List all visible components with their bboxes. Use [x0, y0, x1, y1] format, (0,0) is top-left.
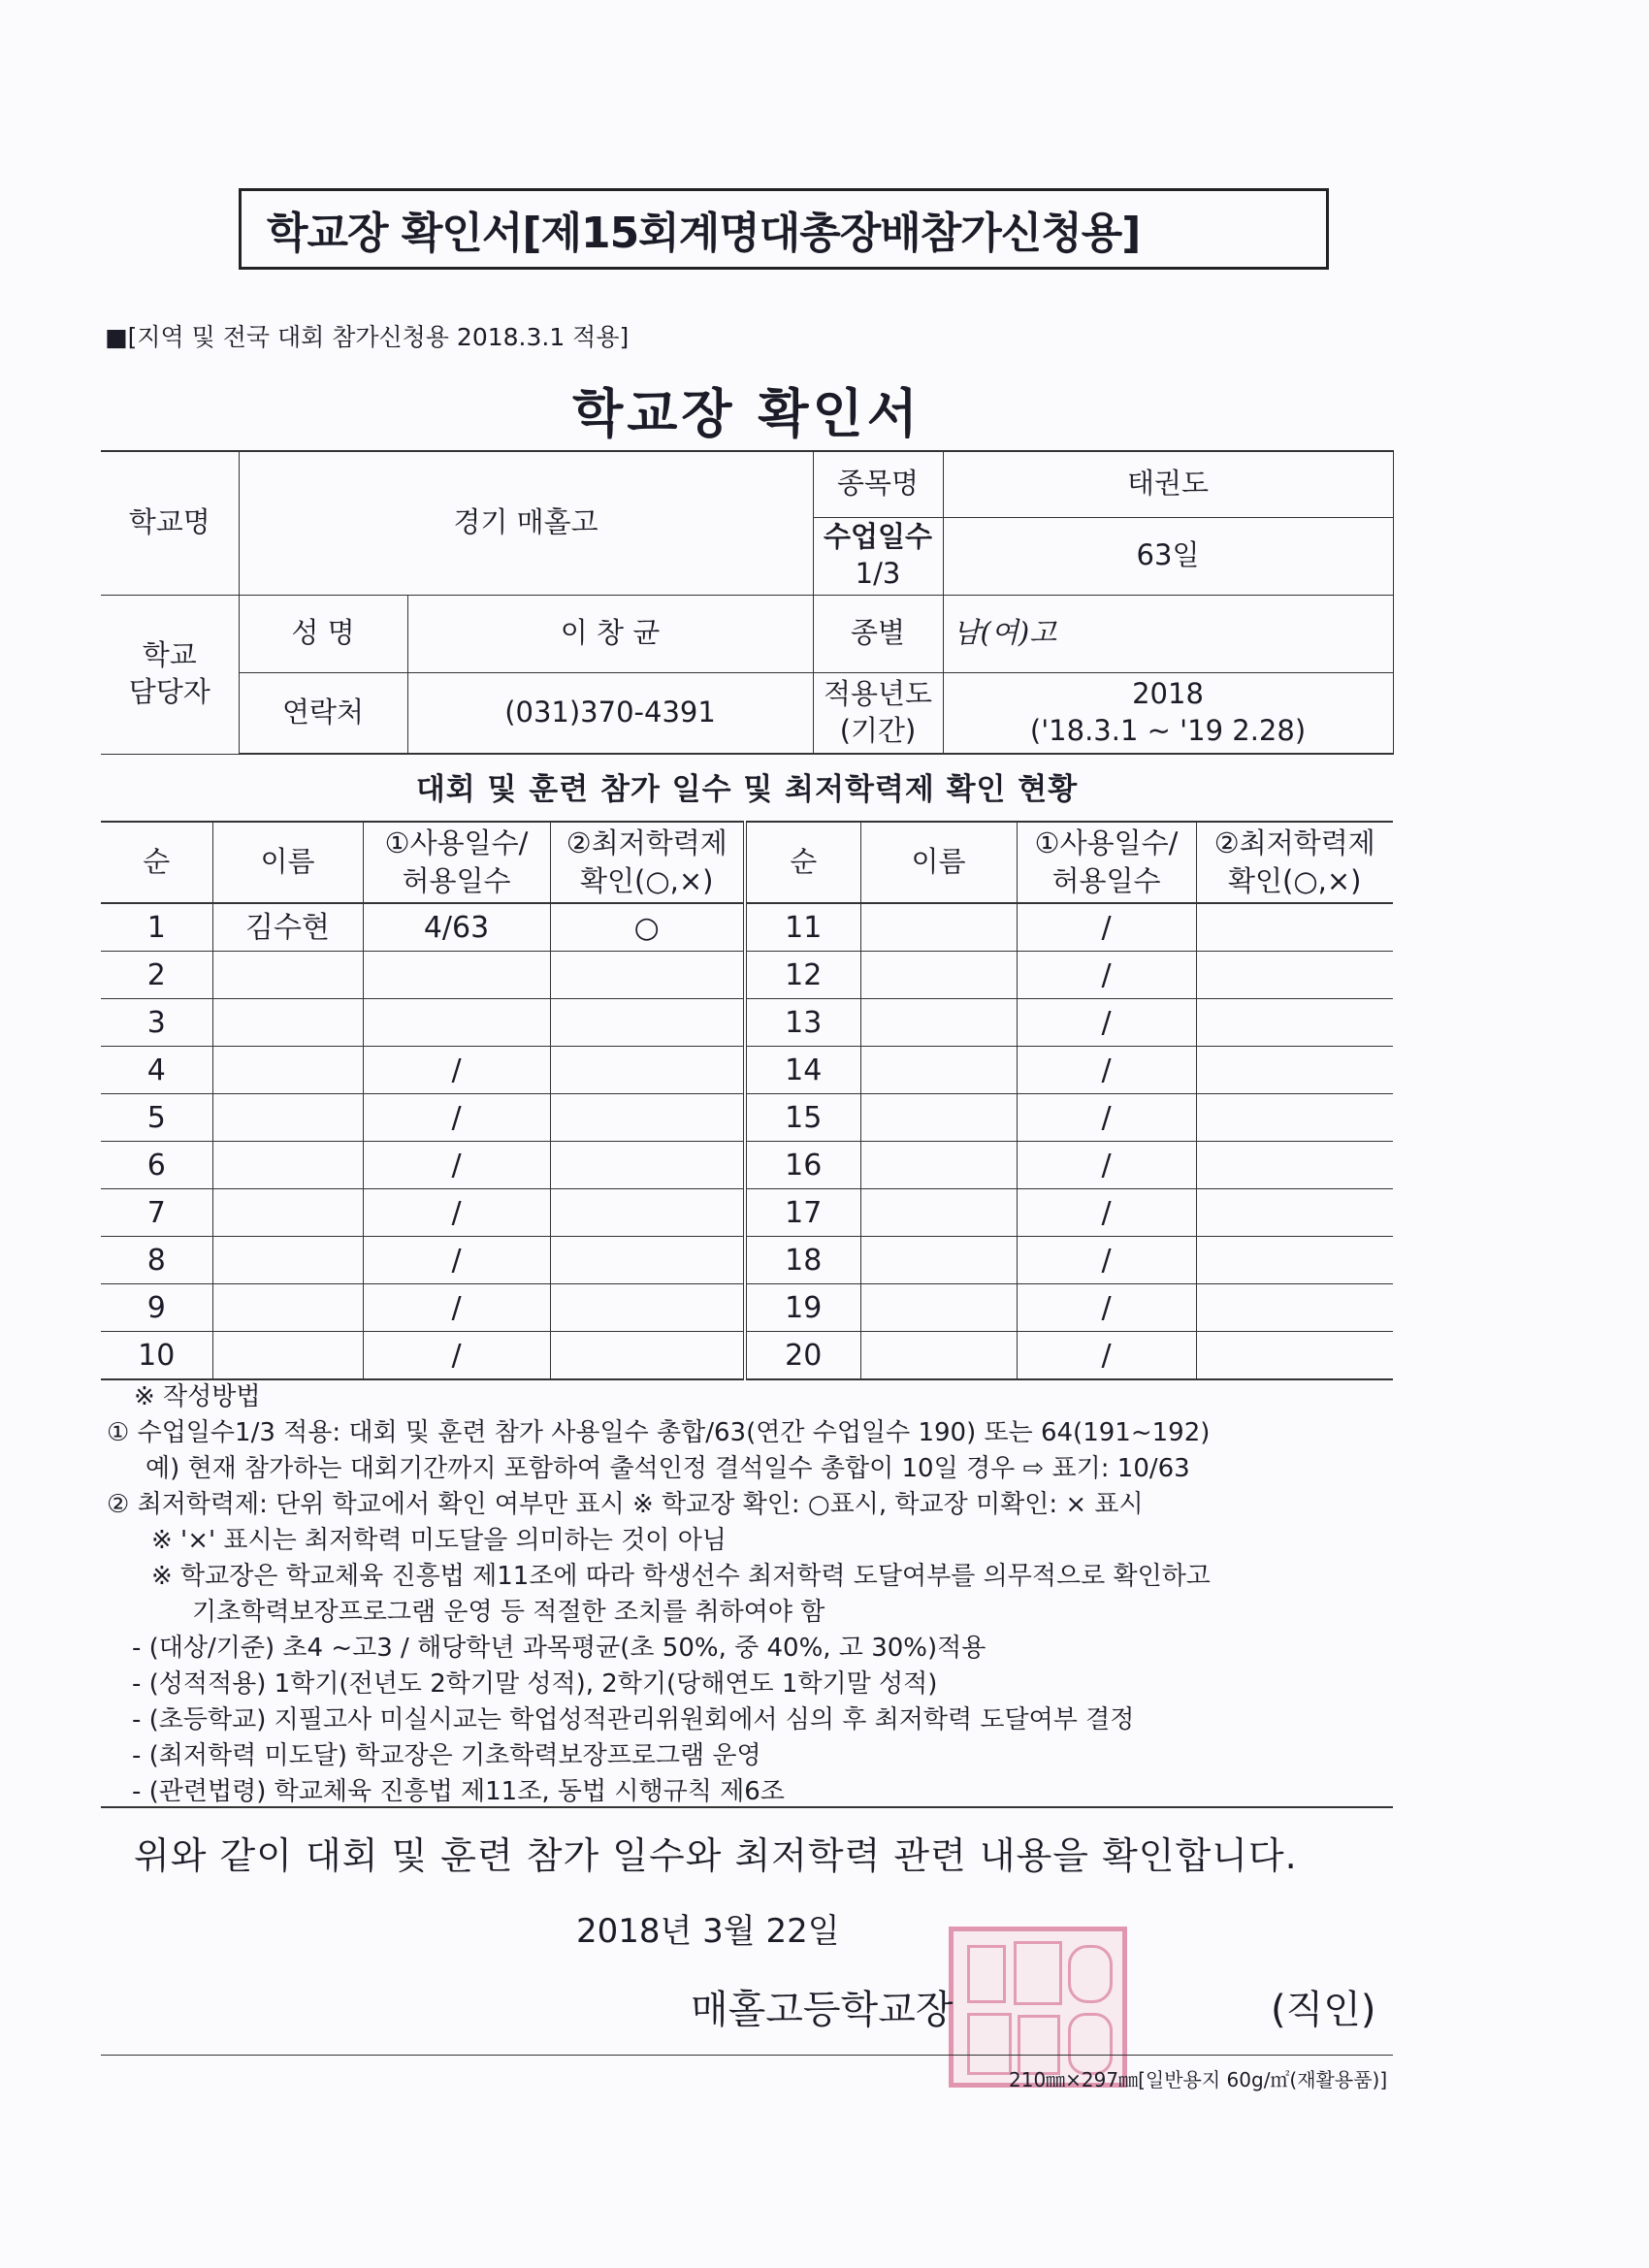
row-name: [212, 1142, 363, 1189]
instructions-heading: ※ 작성방법: [134, 1382, 261, 1411]
participation-row: [101, 999, 1393, 1047]
year-value-cell: [943, 672, 1393, 754]
row-check-right: [1196, 952, 1393, 999]
row-name-right: [860, 999, 1017, 1047]
row-check-right: [1196, 903, 1393, 952]
instructions: [107, 1379, 1406, 1810]
instruction-line: 예) 현재 참가하는 대회기간까지 포함하여 출석인정 결석일수 총합이 10일 경우 ⇨ 표기: 10/63: [146, 1454, 1190, 1483]
row-check: ○: [550, 903, 745, 952]
instruction-line: 기초학력보장프로그램 운영 등 적절한 조치를 취하여야 함: [192, 1598, 825, 1627]
year-label-line2: (기간): [839, 713, 917, 747]
row-days: 4/63: [363, 903, 550, 952]
school-value: 경기 매홀고: [239, 451, 813, 595]
contact-value: (031)370-4391: [407, 672, 813, 754]
header-days-right: [1017, 822, 1196, 903]
row-name: [212, 952, 363, 999]
instruction-line: ※ '×' 표시는 최저학력 미도달을 의미하는 것이 아님: [151, 1526, 727, 1555]
header-check: [550, 822, 745, 903]
header-days-line2: 허용일수: [402, 864, 511, 897]
row-check-right: [1196, 1189, 1393, 1237]
row-seq: 7: [101, 1189, 212, 1237]
row-days-right: /: [1017, 903, 1196, 952]
participation-section-title: 대회 및 훈련 참가 일수 및 최저학력제 확인 현황: [415, 772, 1079, 807]
header-seq: 순: [101, 822, 212, 903]
row-check: [550, 999, 745, 1047]
row-name-right: [860, 1189, 1017, 1237]
row-name-right: [860, 1284, 1017, 1332]
row-days: /: [363, 1332, 550, 1380]
row-check: [550, 1237, 745, 1284]
school-days-value: 63일: [943, 517, 1393, 595]
participation-table: [101, 821, 1393, 1380]
school-days-label: [813, 517, 943, 595]
header-check-right-line2: 확인(○,×): [1228, 864, 1362, 897]
school-label: 학교명: [101, 451, 239, 595]
footer-rule: [101, 2055, 1393, 2056]
participation-row: [101, 903, 1393, 952]
row-seq: 6: [101, 1142, 212, 1189]
row-seq-right: 17: [745, 1189, 860, 1237]
row-seq-right: 16: [745, 1142, 860, 1189]
year-label: [813, 672, 943, 754]
row-seq-right: 20: [745, 1332, 860, 1380]
row-name: [212, 1332, 363, 1380]
row-days-right: /: [1017, 1189, 1196, 1237]
name-label: 성 명: [239, 595, 407, 672]
participation-row: [101, 1047, 1393, 1094]
name-value: 이 창 균: [407, 595, 813, 672]
row-name-right: [860, 952, 1017, 999]
instruction-line: ※ 학교장은 학교체육 진흥법 제11조에 따라 학생선수 최저학력 도달여부를 의무적으로 확인하고: [151, 1562, 1211, 1591]
row-days-right: /: [1017, 1332, 1196, 1380]
participation-row: [101, 1142, 1393, 1189]
row-days: /: [363, 1094, 550, 1142]
instruction-line: - (대상/기준) 초4 ~고3 / 해당학년 과목평균(초 50%, 중 40%, 고 30%)적용: [132, 1634, 986, 1663]
row-seq-right: 11: [745, 903, 860, 952]
row-days-right: /: [1017, 1284, 1196, 1332]
row-check-right: [1196, 999, 1393, 1047]
year-value: 2018: [1132, 677, 1204, 711]
confirmation-statement: 위와 같이 대회 및 훈련 참가 일수와 최저학력 관련 내용을 확인합니다.: [134, 1834, 1298, 1877]
document-title-box: [239, 188, 1329, 270]
type-value: 남(여)고: [943, 595, 1393, 672]
row-seq-right: 19: [745, 1284, 860, 1332]
row-check-right: [1196, 1237, 1393, 1284]
seal-label: (직인): [1271, 1988, 1376, 2032]
participation-row: [101, 952, 1393, 999]
seal-glyph: [1068, 1945, 1113, 2003]
application-note: ■[지역 및 전국 대회 참가신청용 2018.3.1 적용]: [105, 323, 630, 351]
row-check-right: [1196, 1047, 1393, 1094]
participation-header-row: [101, 822, 1393, 903]
row-check: [550, 1284, 745, 1332]
row-seq: 10: [101, 1332, 212, 1380]
header-days-line1: ①사용일수/: [384, 826, 529, 859]
header-days-right-line2: 허용일수: [1051, 864, 1161, 897]
row-seq-right: 18: [745, 1237, 860, 1284]
header-seq-right: 순: [745, 822, 860, 903]
row-name-right: [860, 1094, 1017, 1142]
row-days: [363, 999, 550, 1047]
row-days-right: /: [1017, 952, 1196, 999]
row-name-right: [860, 903, 1017, 952]
row-days-right: /: [1017, 1237, 1196, 1284]
seal-glyph: [1014, 1941, 1062, 2005]
row-seq-right: 13: [745, 999, 860, 1047]
header-check-right-line1: ②최저학력제: [1213, 826, 1375, 859]
row-days: /: [363, 1284, 550, 1332]
row-seq: 3: [101, 999, 212, 1047]
sport-value: 태권도: [943, 451, 1393, 517]
row-check: [550, 1094, 745, 1142]
main-title: 학교장 확인서: [572, 383, 922, 444]
row-name-right: [860, 1142, 1017, 1189]
row-name-right: [860, 1332, 1017, 1380]
row-seq: 2: [101, 952, 212, 999]
row-seq: 5: [101, 1094, 212, 1142]
header-name: 이름: [212, 822, 363, 903]
instruction-line: - (성적적용) 1학기(전년도 2학기말 성적), 2학기(당해연도 1학기말 성적): [132, 1669, 938, 1699]
header-name-right: 이름: [860, 822, 1017, 903]
row-check: [550, 1189, 745, 1237]
year-label-line1: 적용년도: [823, 677, 933, 711]
period-value: ('18.3.1 ~ '19 2.28): [1029, 713, 1307, 747]
row-check-right: [1196, 1332, 1393, 1380]
row-name-right: [860, 1047, 1017, 1094]
row-name: [212, 1189, 363, 1237]
participation-row: [101, 1094, 1393, 1142]
row-check: [550, 1047, 745, 1094]
type-label: 종별: [813, 595, 943, 672]
school-days-label-line1: 수업일수: [823, 520, 933, 554]
row-days-right: /: [1017, 999, 1196, 1047]
principal-name: 매홀고등학교장: [691, 1988, 954, 2032]
row-days-right: /: [1017, 1142, 1196, 1189]
header-days-right-line1: ①사용일수/: [1034, 826, 1179, 859]
header-days: [363, 822, 550, 903]
participation-row: [101, 1237, 1393, 1284]
row-seq-right: 12: [745, 952, 860, 999]
row-seq: 4: [101, 1047, 212, 1094]
row-name: [212, 999, 363, 1047]
row-check: [550, 952, 745, 999]
row-name: [212, 1284, 363, 1332]
participation-row: [101, 1284, 1393, 1332]
participation-rows: [101, 903, 1393, 1379]
header-check-right: [1196, 822, 1393, 903]
row-name: [212, 1047, 363, 1094]
document-title: 학교장 확인서[제15회계명대총장배참가신청용]: [267, 209, 1141, 258]
header-check-line1: ②최저학력제: [566, 826, 728, 859]
instruction-line: - (최저학력 미도달) 학교장은 기초학력보장프로그램 운영: [132, 1741, 761, 1770]
row-days-right: /: [1017, 1047, 1196, 1094]
paper-spec: 210㎜×297㎜[일반용지 60g/㎡(재활용품)]: [1009, 2068, 1388, 2091]
row-name: [212, 1094, 363, 1142]
seal-glyph: [967, 1945, 1006, 2003]
instruction-line: - (관련법령) 학교체육 진흥법 제11조, 동법 시행규칙 제6조: [132, 1777, 785, 1806]
row-name-right: [860, 1237, 1017, 1284]
seal-glyph: [967, 2013, 1012, 2075]
row-check: [550, 1142, 745, 1189]
row-days: /: [363, 1237, 550, 1284]
row-seq: 9: [101, 1284, 212, 1332]
row-days: /: [363, 1189, 550, 1237]
instruction-line: - (초등학교) 지필고사 미실시교는 학업성적관리위원회에서 심의 후 최저학력 도달여부 결정: [132, 1705, 1135, 1734]
sport-label: 종목명: [813, 451, 943, 517]
manager-label-line2: 담당자: [128, 675, 210, 708]
contact-label: 연락처: [239, 672, 407, 754]
school-info-table: [101, 450, 1394, 755]
row-check-right: [1196, 1142, 1393, 1189]
row-seq-right: 14: [745, 1047, 860, 1094]
divider-rule: [101, 1806, 1393, 1808]
participation-row: [101, 1332, 1393, 1380]
instruction-line: ① 수업일수1/3 적용: 대회 및 훈련 참가 사용일수 총합/63(연간 수업일수 190) 또는 64(191~192): [107, 1418, 1211, 1447]
header-check-line2: 확인(○,×): [580, 864, 714, 897]
row-name: [212, 1237, 363, 1284]
row-check: [550, 1332, 745, 1380]
participation-row: [101, 1189, 1393, 1237]
row-days: /: [363, 1142, 550, 1189]
row-seq: 8: [101, 1237, 212, 1284]
row-days: /: [363, 1047, 550, 1094]
row-name: 김수현: [212, 903, 363, 952]
row-check-right: [1196, 1284, 1393, 1332]
row-days: [363, 952, 550, 999]
school-days-label-line2: 1/3: [855, 557, 901, 590]
row-seq-right: 15: [745, 1094, 860, 1142]
row-seq: 1: [101, 903, 212, 952]
issue-date: 2018년 3월 22일: [576, 1912, 840, 1951]
manager-label: [101, 595, 239, 754]
row-check-right: [1196, 1094, 1393, 1142]
instruction-line: ② 최저학력제: 단위 학교에서 확인 여부만 표시 ※ 학교장 확인: ○표시, 학교장 미확인: × 표시: [107, 1490, 1144, 1519]
row-days-right: /: [1017, 1094, 1196, 1142]
manager-label-line1: 학교: [142, 638, 197, 672]
